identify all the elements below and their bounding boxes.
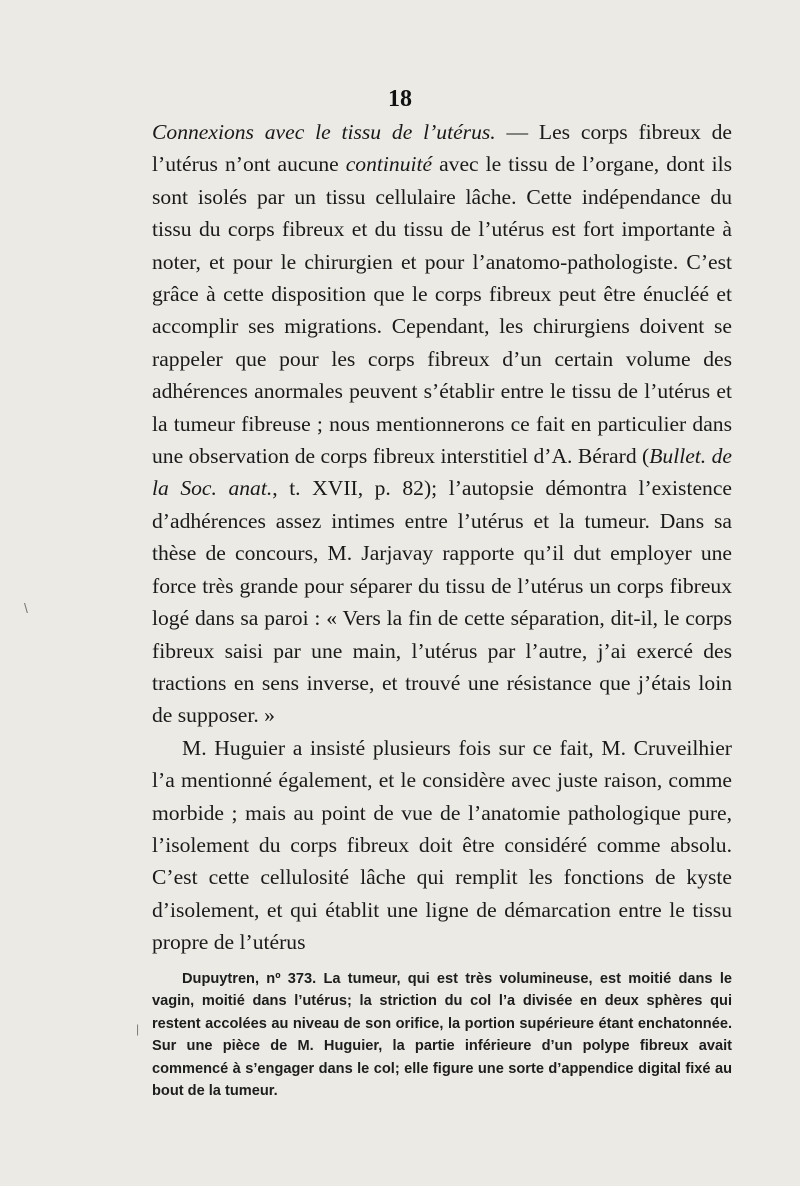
- text-run: M. Huguier a insisté plusieurs fois sur ce fait, M. Cruveilhier l’a mentionné également, et le considère avec juste raison, comme morbide ; mais au point de vue de l’anatomie pathologique pure, l’isolement du corps fibreux doit être considéré comme absolu. C’est cette cellulosité lâche qui remplit les fonctions de kyste d’isolement, et qui établit une ligne de démarcation entre le tissu propre de l’utérus: [152, 735, 732, 955]
- paragraph-1: [152, 116, 732, 732]
- emphasis: continuité: [345, 152, 433, 177]
- footnote-text: Dupuytren, nº 373. La tumeur, qui est très volumineuse, est moitié dans le vagin, moitié dans l’utérus; la striction du col l’a divisée en deux sphères qui restent accolées au niveau de son orifice, la portion supérieure étant enchatonnée. Sur une pièce de M. Huguier, la partie inférieure d’un polype fibreux avait commencé à s’engager dans le col; elle figure une sorte d’appendice digital fixé au bout de la tumeur.: [152, 971, 732, 1100]
- margin-mark-icon: |: [136, 1022, 140, 1036]
- citation-title: Bullet. de la Soc. anat.: [152, 444, 732, 501]
- page-number: 18: [388, 86, 412, 112]
- paragraph-2: [152, 732, 732, 959]
- footnote: [152, 968, 732, 1102]
- text-run: , t. XVII, p. 82); l’autopsie démontra l’existence d’adhérences assez intimes entre l’utérus et la tumeur. Dans sa thèse de concours, M. Jarjavay rapporte qu’il dut employer une force très grande pour séparer du tissu de l’utérus un corps fibreux logé dans sa paroi : « Vers la fin de cette séparation, dit-il, le corps fibreux saisi par une main, l’utérus par l’autre, j’ai exercé des tractions en sens inverse, et trouvé une résistance que j’étais loin de supposer. »: [152, 476, 732, 728]
- margin-mark-icon: \: [24, 600, 28, 616]
- section-heading: Connexions avec le tissu de l’utérus.: [152, 120, 496, 144]
- text-run: — Les corps fibreux de l’utérus n’ont aucune: [152, 120, 732, 177]
- text-run: avec le tissu de l’organe, dont ils sont isolés par un tissu cellulaire lâche. Cette indépendance du tissu du corps fibreux et du tissu de l’utérus est fort importante à noter, et pour le chirurgien et pour l’anatomo-pathologiste. C’est grâce à cette disposition que le corps fibreux peut être énucléé et accomplir ses migrations. Cependant, les chirurgiens doivent se rappeler que pour les corps fibreux d’un certain volume des adhérences anormales peuvent s’établir entre le tissu de l’utérus et la tumeur fibreuse ; nous mentionnerons ce fait en particulier dans une observation de corps fibreux interstitiel d’A. Bérard (: [152, 152, 732, 469]
- main-text: [152, 116, 732, 959]
